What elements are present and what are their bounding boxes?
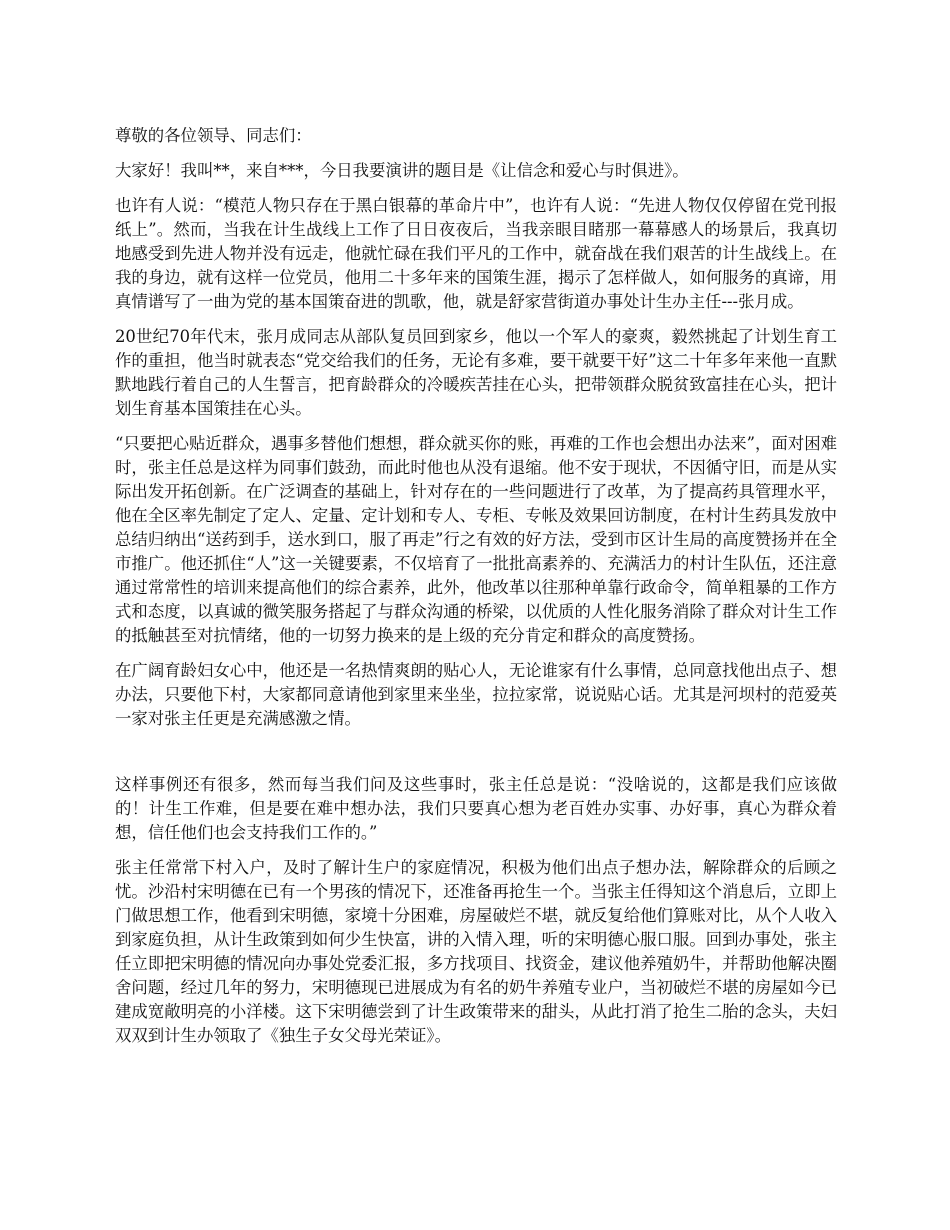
salutation: 尊敬的各位领导、同志们： [115, 126, 312, 145]
paragraph-innovation: “只要把心贴近群众，遇事多替他们想想，群众就买你的账，再难的工作也会想出办法来”，面对困难时，张主任总是这样为同事们鼓劲，而此时他也从没有退缩。他不安于现状，不因循守旧，而是从实际出发开拓创新。在广泛调查的基础上，针对存在的一些问题进行了改革，为了提高药具管理水平，他在全区率先制定了定人、定量、定计划和专人、专柜、专帐及效果回访制度，在村计生药具发放中总结归纳出“送药到手，送水到口，服了再走”行之有效的好方法，受到市区计生局的高度赞扬并在全市推广。他还抓住“人”这一关键要素，不仅培育了一批批高素养的、充满活力的村计生队伍，还注意通过常常性的培训来提高他们的综合素养，此外，他改革以往那种单靠行政命令，简单粗暴的工作方式和态度，以真诚的微笑服务搭起了与群众沟通的桥梁，以优质的人性化服务消除了群众对计生工作的抵触甚至对抗情绪，他的一切努力换来的是上级的充分肯定和群众的高度赞扬。 [115, 434, 837, 645]
paragraph-history: 20世纪70年代末，张月成同志从部队复员回到家乡，他以一个军人的豪爽，毅然挑起了计划生育工作的重担，他当时就表态“党交给我们的任务，无论有多难，要干就要干好”这二十年多年来他一直默默地践行着自己的人生誓言，把育龄群众的冷暖疾苦挂在心头，把带领群众脱贫致富挂在心头，把计划生育基本国策挂在心头。 [115, 327, 837, 418]
paragraph-intro: 也许有人说：“模范人物只存在于黑白银幕的革命片中”，也许有人说：“先进人物仅仅停留在党刊报纸上”。然而，当我在计生战线上工作了日日夜夜后，当我亲眼目睹那一幕幕感人的场景后，我真切地感受到先进人物并没有远走，他就忙碌在我们平凡的工作中，就奋战在我们艰苦的计生战线上。在我的身边，就有这样一位党员，他用二十多年来的国策生涯，揭示了怎样做人，如何服务的真谛，用真情谱写了一曲为党的基本国策奋进的凯歌，他，就是舒家营街道办事处计生办主任---张月成。 [115, 196, 837, 311]
paragraph-quote: 这样事例还有很多，然而每当我们问及这些事时，张主任总是说：“没啥说的，这都是我们应该做的！计生工作难，但是要在难中想办法，我们只要真心想为老百姓办实事、办好事，真心为群众着想，信任他们也会支持我们工作的。” [115, 775, 837, 842]
paragraph-example: 张主任常常下村入户，及时了解计生户的家庭情况，积极为他们出点子想办法，解除群众的后顾之忧。沙沿村宋明德在已有一个男孩的情况下，还准备再抢生一个。当张主任得知这个消息后，立即上门做思想工作，他看到宋明德，家境十分困难，房屋破烂不堪，就反复给他们算账对比，从个人收入到家庭负担，从计生政策到如何少生快富，讲的入情入理，听的宋明德心服口服。回到办事处，张主任立即把宋明德的情况向办事处党委汇报，多方找项目、找资金，建议他养殖奶牛，并帮助他解决圈舍问题，经过几年的努力，宋明德现已进展成为有名的奶牛养殖专业户，当初破烂不堪的房屋如今已建成宽敞明亮的小洋楼。这下宋明德尝到了计生政策带来的甜头，从此打消了抢生二胎的念头，夫妇双双到计生办领取了《独生子女父母光荣证》。 [115, 858, 837, 1045]
document-body [115, 124, 837, 1059]
paragraph-caring: 在广阔育龄妇女心中，他还是一名热情爽朗的贴心人，无论谁家有什么事情，总同意找他出点子、想办法，只要他下村，大家都同意请他到家里来坐坐，拉拉家常，说说贴心话。尤其是河坝村的范爱英一家对张主任更是充满感激之情。 [115, 661, 837, 728]
paragraph-greeting: 大家好！我叫**，来自***，今日我要演讲的题目是《让信念和爱心与时俱进》。 [115, 161, 689, 180]
